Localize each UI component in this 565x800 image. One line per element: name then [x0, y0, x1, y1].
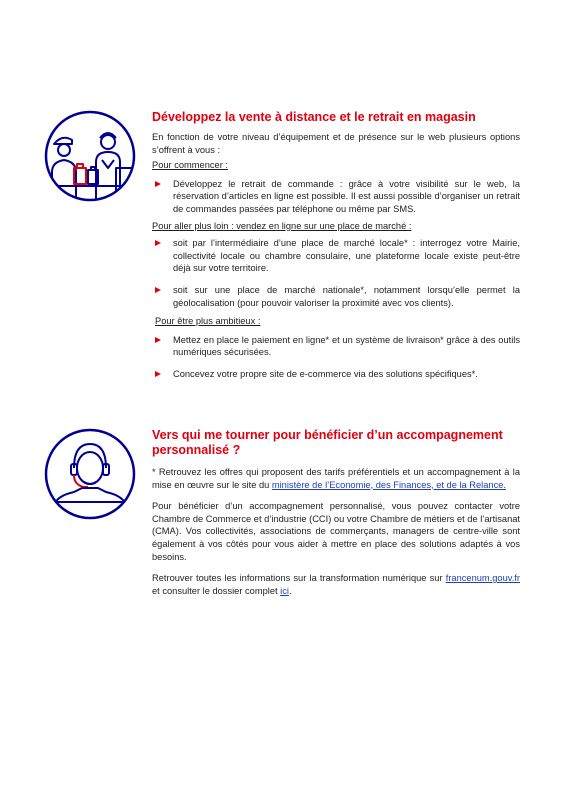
list-item: Mettez en place le paiement en ligne* et un système de livraison* grâce à des outils numériques sécurisées. [152, 334, 520, 359]
group2-list [152, 237, 520, 309]
arrow-bullet-icon [155, 181, 161, 187]
francenum-link[interactable]: francenum.gouv.fr [445, 573, 520, 584]
group2-heading: Pour aller plus loin : vendez en ligne sur une place de marché : [152, 220, 412, 231]
list-item: Concevez votre propre site de e-commerce via des solutions spécifiques*. [152, 368, 520, 381]
section2-paragraph-3: Retrouver toutes les informations sur la transformation numérique sur francenum.gouv.fr et consulter le dossier complet ici. [152, 573, 520, 596]
section2-paragraph-1: * Retrouvez les offres qui proposent des tarifs préférentiels et un accompagnement à la mise en œuvre sur le site du ministère de l’Economie, des Finances, et de la Relance. [152, 467, 520, 490]
arrow-bullet-icon [155, 240, 161, 246]
section1-title: Développez la vente à distance et le retrait en magasin [152, 110, 476, 124]
list-item: soit par l’intermédiaire d’une place de marché locale* : interrogez votre Mairie, collectivité locale ou chambre consulaire, une plateforme locale existe peut-être déjà sur votre territoire. [152, 237, 520, 275]
group3-list [152, 334, 520, 381]
section2-paragraph-2: Pour bénéficier d’un accompagnement personnalisé, vous pouvez contacter votre Chambre de Commerce et d’industrie (CCI) ou votre Chambre de métiers et de l’artisanat (CMA). Vos collectivités, associations de commerçants, managers de centre-ville sont également à vos côtés pour vous aider à mettre en place des solutions adaptés à vos besoins. [152, 501, 520, 562]
group1-list [152, 178, 520, 216]
section2-title: Vers qui me tourner pour bénéficier d’un accompagnement personnalisé ? [152, 428, 503, 457]
section1-intro: En fonction de votre niveau d’équipement et de présence sur le web plusieurs options s’offrent à vous : [152, 132, 520, 155]
group3-heading: Pour être plus ambitieux : [155, 316, 261, 327]
arrow-bullet-icon [155, 287, 161, 293]
list-item: soit sur une place de marché nationale*, notamment lorsqu’elle permet la géolocalisation (pour pouvoir valoriser la proximité avec vos clients). [152, 284, 520, 309]
group1-heading: Pour commencer : [152, 160, 228, 171]
list-item: Développez le retrait de commande : grâce à votre visibilité sur le web, la réservation d’articles en ligne est possible. Il est aussi possible d’organiser un retrait de commandes passées par téléphone ou même par SMS. [152, 178, 520, 216]
arrow-bullet-icon [155, 371, 161, 377]
dossier-ici-link[interactable]: ici [280, 585, 289, 596]
arrow-bullet-icon [155, 337, 161, 343]
ministere-link[interactable]: ministère de l’Economie, des Finances, et de la Relance. [271, 479, 506, 490]
headset-support-icon [44, 428, 136, 520]
shop-people-icon [44, 110, 136, 202]
